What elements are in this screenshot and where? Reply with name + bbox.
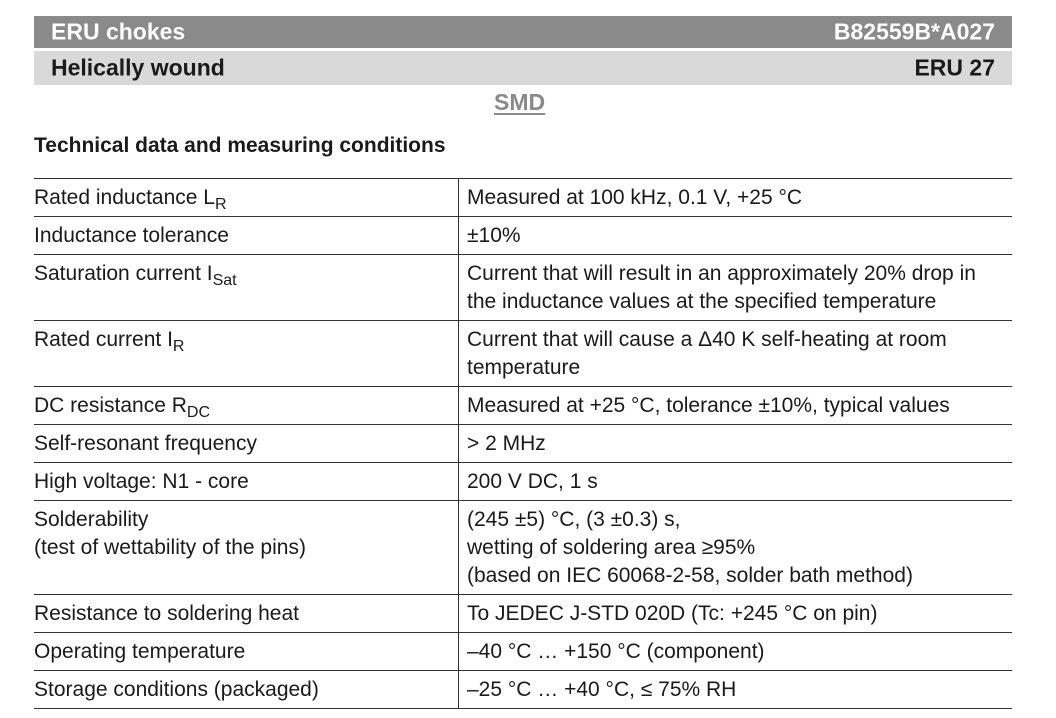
- parameter-text: Solderability: [34, 508, 149, 531]
- condition-text: To JEDEC J-STD 020D (Tc: +245 °C on pin): [467, 602, 878, 625]
- parameter-text: Rated current I: [34, 328, 173, 351]
- condition-text: the inductance values at the specified temperature: [467, 290, 937, 313]
- parameter-label: [34, 184, 458, 212]
- parameter-cell: [34, 255, 459, 321]
- table-row: [34, 217, 1012, 255]
- condition-text: > 2 MHz: [467, 432, 546, 455]
- condition-cell: [459, 463, 1013, 501]
- part-number: B82559B*A027: [833, 18, 995, 45]
- condition-text: Current that will result in an approximately 20% drop in: [467, 262, 976, 285]
- header-band-product: [34, 16, 1012, 48]
- table-row: [34, 321, 1012, 387]
- table-row: [34, 595, 1012, 633]
- parameter-label: [34, 676, 458, 704]
- condition-text: 200 V DC, 1 s: [467, 470, 598, 493]
- condition-cell: [459, 425, 1013, 463]
- parameter-text: Operating temperature: [34, 640, 246, 663]
- parameter-subscript: R: [214, 196, 227, 213]
- winding-type: Helically wound: [51, 54, 225, 81]
- parameter-text: DC resistance R: [34, 394, 187, 417]
- condition-text: wetting of soldering area ≥95%: [467, 536, 756, 559]
- parameter-text: Rated inductance L: [34, 186, 215, 209]
- table-row: [34, 633, 1012, 671]
- condition-cell: [459, 633, 1013, 671]
- parameter-cell: [34, 387, 459, 425]
- parameter-cell: [34, 463, 459, 501]
- parameter-label: [34, 468, 458, 496]
- parameter-cell: [34, 671, 459, 709]
- table-row: [34, 425, 1012, 463]
- condition-text: Measured at 100 kHz, 0.1 V, +25 °C: [467, 186, 803, 209]
- condition-text: ±10%: [467, 224, 521, 247]
- condition-cell: [459, 217, 1013, 255]
- condition-cell: [459, 387, 1013, 425]
- parameter-cell: [34, 501, 459, 595]
- table-row: [34, 671, 1012, 709]
- parameter-cell: [34, 425, 459, 463]
- parameter-cell: [34, 321, 459, 387]
- parameter-label: [34, 506, 458, 534]
- parameter-subscript: Sat: [212, 272, 237, 289]
- table-row: [34, 255, 1012, 321]
- parameter-text: Inductance tolerance: [34, 224, 229, 247]
- parameter-text: Storage conditions (packaged): [34, 678, 319, 701]
- condition-cell: [459, 501, 1013, 595]
- table-row: [34, 387, 1012, 425]
- condition-text: Measured at +25 °C, tolerance ±10%, typical values: [467, 394, 950, 417]
- parameter-label: [34, 326, 458, 354]
- header-band-series: [34, 51, 1012, 85]
- parameter-subscript: R: [172, 338, 185, 355]
- mount-type-label: SMD: [494, 89, 546, 115]
- parameter-cell: [34, 217, 459, 255]
- technical-data-table: [34, 178, 1012, 709]
- parameter-text: Self-resonant frequency: [34, 432, 257, 455]
- parameter-label: [34, 392, 458, 420]
- parameter-text: High voltage: N1 - core: [34, 470, 249, 493]
- parameter-label: [34, 222, 458, 250]
- condition-text: (based on IEC 60068-2-58, solder bath method): [467, 564, 913, 587]
- condition-text: temperature: [467, 356, 581, 379]
- table-row: [34, 179, 1012, 217]
- parameter-cell: [34, 595, 459, 633]
- parameter-label: [34, 600, 458, 628]
- condition-text: (245 ±5) °C, (3 ±0.3) s,: [467, 508, 681, 531]
- condition-cell: [459, 321, 1013, 387]
- parameter-cell: [34, 633, 459, 671]
- table-row: [34, 463, 1012, 501]
- parameter-label: [34, 430, 458, 458]
- table-row: [34, 501, 1012, 595]
- condition-cell: [459, 595, 1013, 633]
- parameter-label-line2: (test of wettability of the pins): [34, 536, 306, 559]
- parameter-text: Resistance to soldering heat: [34, 602, 299, 625]
- parameter-label: [34, 638, 458, 666]
- series-name: ERU 27: [914, 54, 995, 81]
- parameter-cell: [34, 179, 459, 217]
- condition-cell: [459, 179, 1013, 217]
- parameter-subscript: DC: [186, 404, 210, 421]
- parameter-text: Saturation current I: [34, 262, 213, 285]
- product-family: ERU chokes: [51, 18, 186, 45]
- condition-cell: [459, 671, 1013, 709]
- condition-text: –40 °C … +150 °C (component): [467, 640, 765, 663]
- condition-cell: [459, 255, 1013, 321]
- condition-text: Current that will cause a Δ40 K self-heating at room: [467, 328, 947, 351]
- condition-text: –25 °C … +40 °C, ≤ 75% RH: [467, 678, 737, 701]
- parameter-label: [34, 260, 458, 288]
- section-title: Technical data and measuring conditions: [34, 134, 446, 157]
